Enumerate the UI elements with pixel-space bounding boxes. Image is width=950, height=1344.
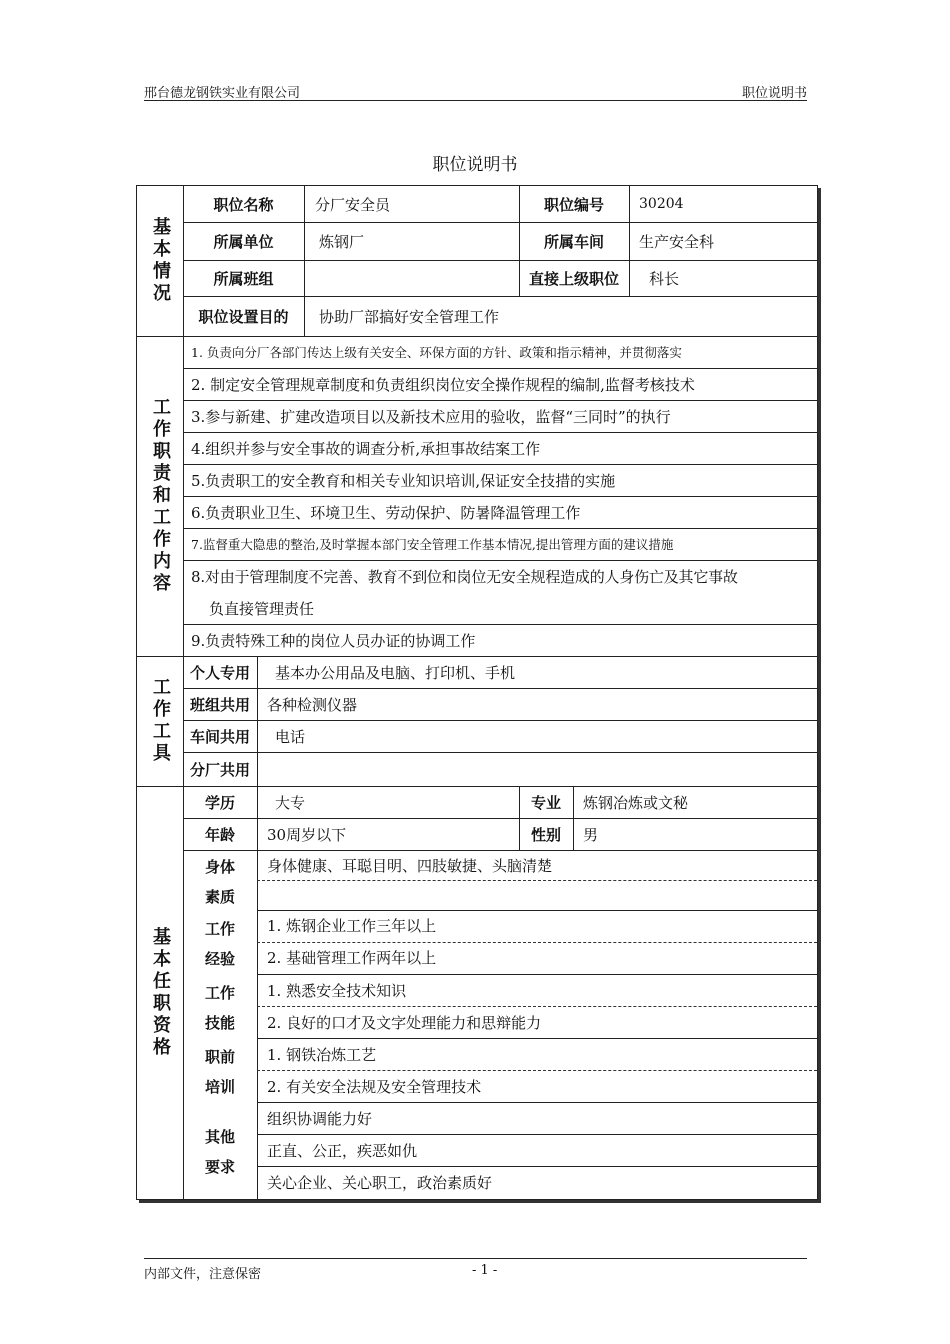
duty-item: 7.监督重大隐患的整治,及时掌握本部门安全管理工作基本情况,提出管理方面的建议措施: [191, 537, 674, 552]
duty-item: 3.参与新建、扩建改造项目以及新技术应用的验收，监督“三同时”的执行: [191, 407, 671, 426]
education-label: 学历: [204, 793, 235, 812]
skills-label-1: 工作: [204, 984, 235, 1002]
team-label: 所属班组: [213, 269, 274, 288]
duty-item: 4.组织并参与安全事故的调查分析,承担事故结案工作: [191, 439, 541, 458]
document-title: 职位说明书: [432, 155, 518, 175]
workshop-label: 所属车间: [543, 232, 604, 251]
experience-item: 2. 基础管理工作两年以上: [267, 948, 437, 967]
training-item: 1. 钢铁冶炼工艺: [267, 1045, 377, 1064]
section-basic-info: [137, 186, 817, 337]
superior-label: 直接上级职位: [528, 269, 619, 288]
health-label-1: 身体: [204, 858, 235, 876]
section-duties: [137, 336, 817, 657]
position-code-value: 30204: [639, 196, 684, 212]
duty-item: 2. 制定安全管理规章制度和负责组织岗位安全操作规程的编制,监督考核技术: [191, 375, 695, 394]
skills-item: 2. 良好的口才及文字处理能力和思辩能力: [267, 1013, 542, 1032]
tool-value-personal: 基本办公用品及电脑、打印机、手机: [275, 663, 516, 682]
health-value: 身体健康、耳聪目明、四肢敏捷、头脑清楚: [267, 856, 553, 875]
health-label-2: 素质: [204, 888, 235, 906]
tool-label-plant: 分厂共用: [189, 760, 250, 779]
unit-label: 所属单位: [213, 232, 274, 251]
training-label-1: 职前: [204, 1048, 235, 1066]
major-value: 炼钢冶炼或文秘: [583, 793, 689, 812]
position-name-value: 分厂安全员: [315, 195, 391, 214]
page-footer: [144, 1258, 807, 1282]
tool-value-team: 各种检测仪器: [267, 695, 358, 714]
other-item: 组织协调能力好: [267, 1109, 373, 1128]
other-label-2: 要求: [204, 1158, 235, 1176]
experience-label-2: 经验: [204, 950, 235, 968]
gender-label: 性别: [530, 825, 561, 844]
tool-value-plant: [267, 752, 807, 786]
position-code-label: 职位编号: [543, 195, 604, 214]
gender-value: 男: [583, 825, 599, 844]
duty-item-continuation: 负直接管理责任: [209, 599, 315, 618]
section-qualifications: [137, 786, 817, 1199]
section-tools: [137, 656, 817, 787]
training-item: 2. 有关安全法规及安全管理技术: [267, 1077, 482, 1096]
duty-item: 6.负责职业卫生、环境卫生、劳动保护、防暑降温管理工作: [191, 503, 581, 522]
tool-label-workshop: 车间共用: [189, 727, 250, 746]
duty-item: 8.对由于管理制度不完善、教育不到位和岗位无安全规程造成的人身伤亡及其它事故: [191, 567, 738, 586]
skills-label-2: 技能: [204, 1014, 235, 1032]
duty-item: 5.负责职工的安全教育和相关专业知识培训,保证安全技措的实施: [191, 471, 616, 490]
tool-label-personal: 个人专用: [189, 663, 250, 682]
duty-item: 9.负责特殊工种的岗位人员办证的协调工作: [191, 631, 476, 650]
duty-item: 1. 负责向分厂各部门传达上级有关安全、环保方面的方针、政策和指示精神，并贯彻落实: [191, 345, 682, 360]
age-label: 年龄: [204, 825, 235, 844]
page-header: [144, 82, 807, 101]
position-name-label: 职位名称: [213, 195, 274, 214]
section-label-tools: 工作工具: [137, 656, 184, 786]
experience-label-1: 工作: [204, 920, 235, 938]
footer-note: 内部文件，注意保密: [144, 1267, 262, 1282]
other-label-1: 其他: [204, 1128, 235, 1146]
purpose-value: 协助厂部搞好安全管理工作: [319, 307, 500, 326]
other-item: 正直、公正，疾恶如仇: [267, 1141, 418, 1160]
major-label: 专业: [530, 793, 561, 812]
tool-value-workshop: 电话: [275, 727, 306, 746]
section-label-basic: 基本情况: [137, 186, 184, 336]
other-item: 关心企业、关心职工，政治素质好: [267, 1173, 493, 1192]
experience-item: 1. 炼钢企业工作三年以上: [267, 916, 437, 935]
superior-value: 科长: [649, 269, 680, 288]
unit-value: 炼钢厂: [319, 232, 365, 251]
tool-label-team: 班组共用: [189, 695, 250, 714]
header-doc-type: 职位说明书: [741, 86, 807, 101]
team-value: [315, 260, 515, 296]
skills-item: 1. 熟悉安全技术知识: [267, 981, 407, 1000]
company-name: 邢台德龙钢铁实业有限公司: [144, 86, 301, 101]
job-description-form: [136, 185, 818, 1200]
page-number: - 1 -: [472, 1263, 498, 1278]
education-value: 大专: [275, 793, 306, 812]
training-label-2: 培训: [204, 1078, 235, 1096]
health-value: [267, 880, 807, 910]
workshop-value: 生产安全科: [639, 232, 715, 251]
section-label-duties: 工作职责和工作内容: [137, 336, 184, 656]
purpose-label: 职位设置目的: [198, 307, 289, 326]
section-label-qualifications: 基本任职资格: [137, 786, 184, 1199]
age-value: 30周岁以下: [267, 825, 347, 844]
